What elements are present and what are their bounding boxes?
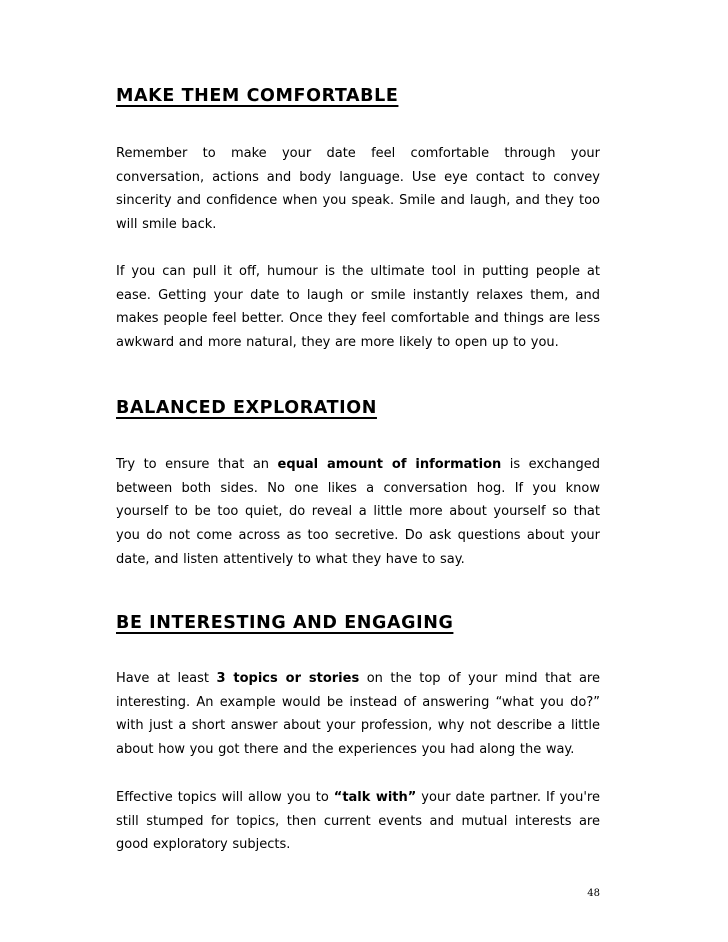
emphasis-text: equal amount of information (277, 457, 502, 472)
paragraph-text: on the top of your mind that are interesting. An example would be instead of answering “what you do?” with just a short answer about your profession, why not describe a little about how you got there and the experiences you had along the way. (116, 671, 600, 758)
page-number: 48 (587, 888, 600, 899)
section-heading-balanced-exploration: BALANCED EXPLORATION (116, 398, 377, 418)
emphasis-text: “talk with” (333, 790, 417, 805)
section-heading-be-interesting: BE INTERESTING AND ENGAGING (116, 613, 454, 633)
emphasis-text: 3 topics or stories (216, 671, 360, 686)
paragraph-text: Try to ensure that an (116, 457, 278, 472)
paragraph-balanced-1 (116, 453, 600, 572)
paragraph-text: your date partner. If you're still stumped for topics, then current events and mutual interests are good exploratory subjects. (116, 790, 600, 853)
paragraph-text: Have at least (116, 671, 217, 686)
document-page (116, 0, 600, 942)
paragraph-comfort-1 (116, 142, 600, 237)
paragraph-comfort-2 (116, 260, 600, 355)
section-heading-make-them-comfortable: MAKE THEM COMFORTABLE (116, 86, 399, 106)
paragraph-interesting-1 (116, 667, 600, 762)
paragraph-text: Effective topics will allow you to (116, 790, 334, 805)
paragraph-text: Remember to make your date feel comfortable through your conversation, actions and body language. Use eye contact to convey sincerity and confidence when you speak. Smile and laugh, and they too will smile back. (116, 146, 600, 233)
paragraph-text: If you can pull it off, humour is the ultimate tool in putting people at ease. Getting your date to laugh or smile instantly relaxes them, and makes people feel better. Once they feel comfortable and things are less awkward and more natural, they are more likely to open up to you. (116, 264, 600, 351)
paragraph-text: is exchanged between both sides. No one likes a conversation hog. If you know yourself to be too quiet, do reveal a little more about yourself so that you do not come across as too secretive. Do ask questions about your date, and listen attentively to what they have to say. (116, 457, 600, 567)
paragraph-interesting-2 (116, 786, 600, 857)
